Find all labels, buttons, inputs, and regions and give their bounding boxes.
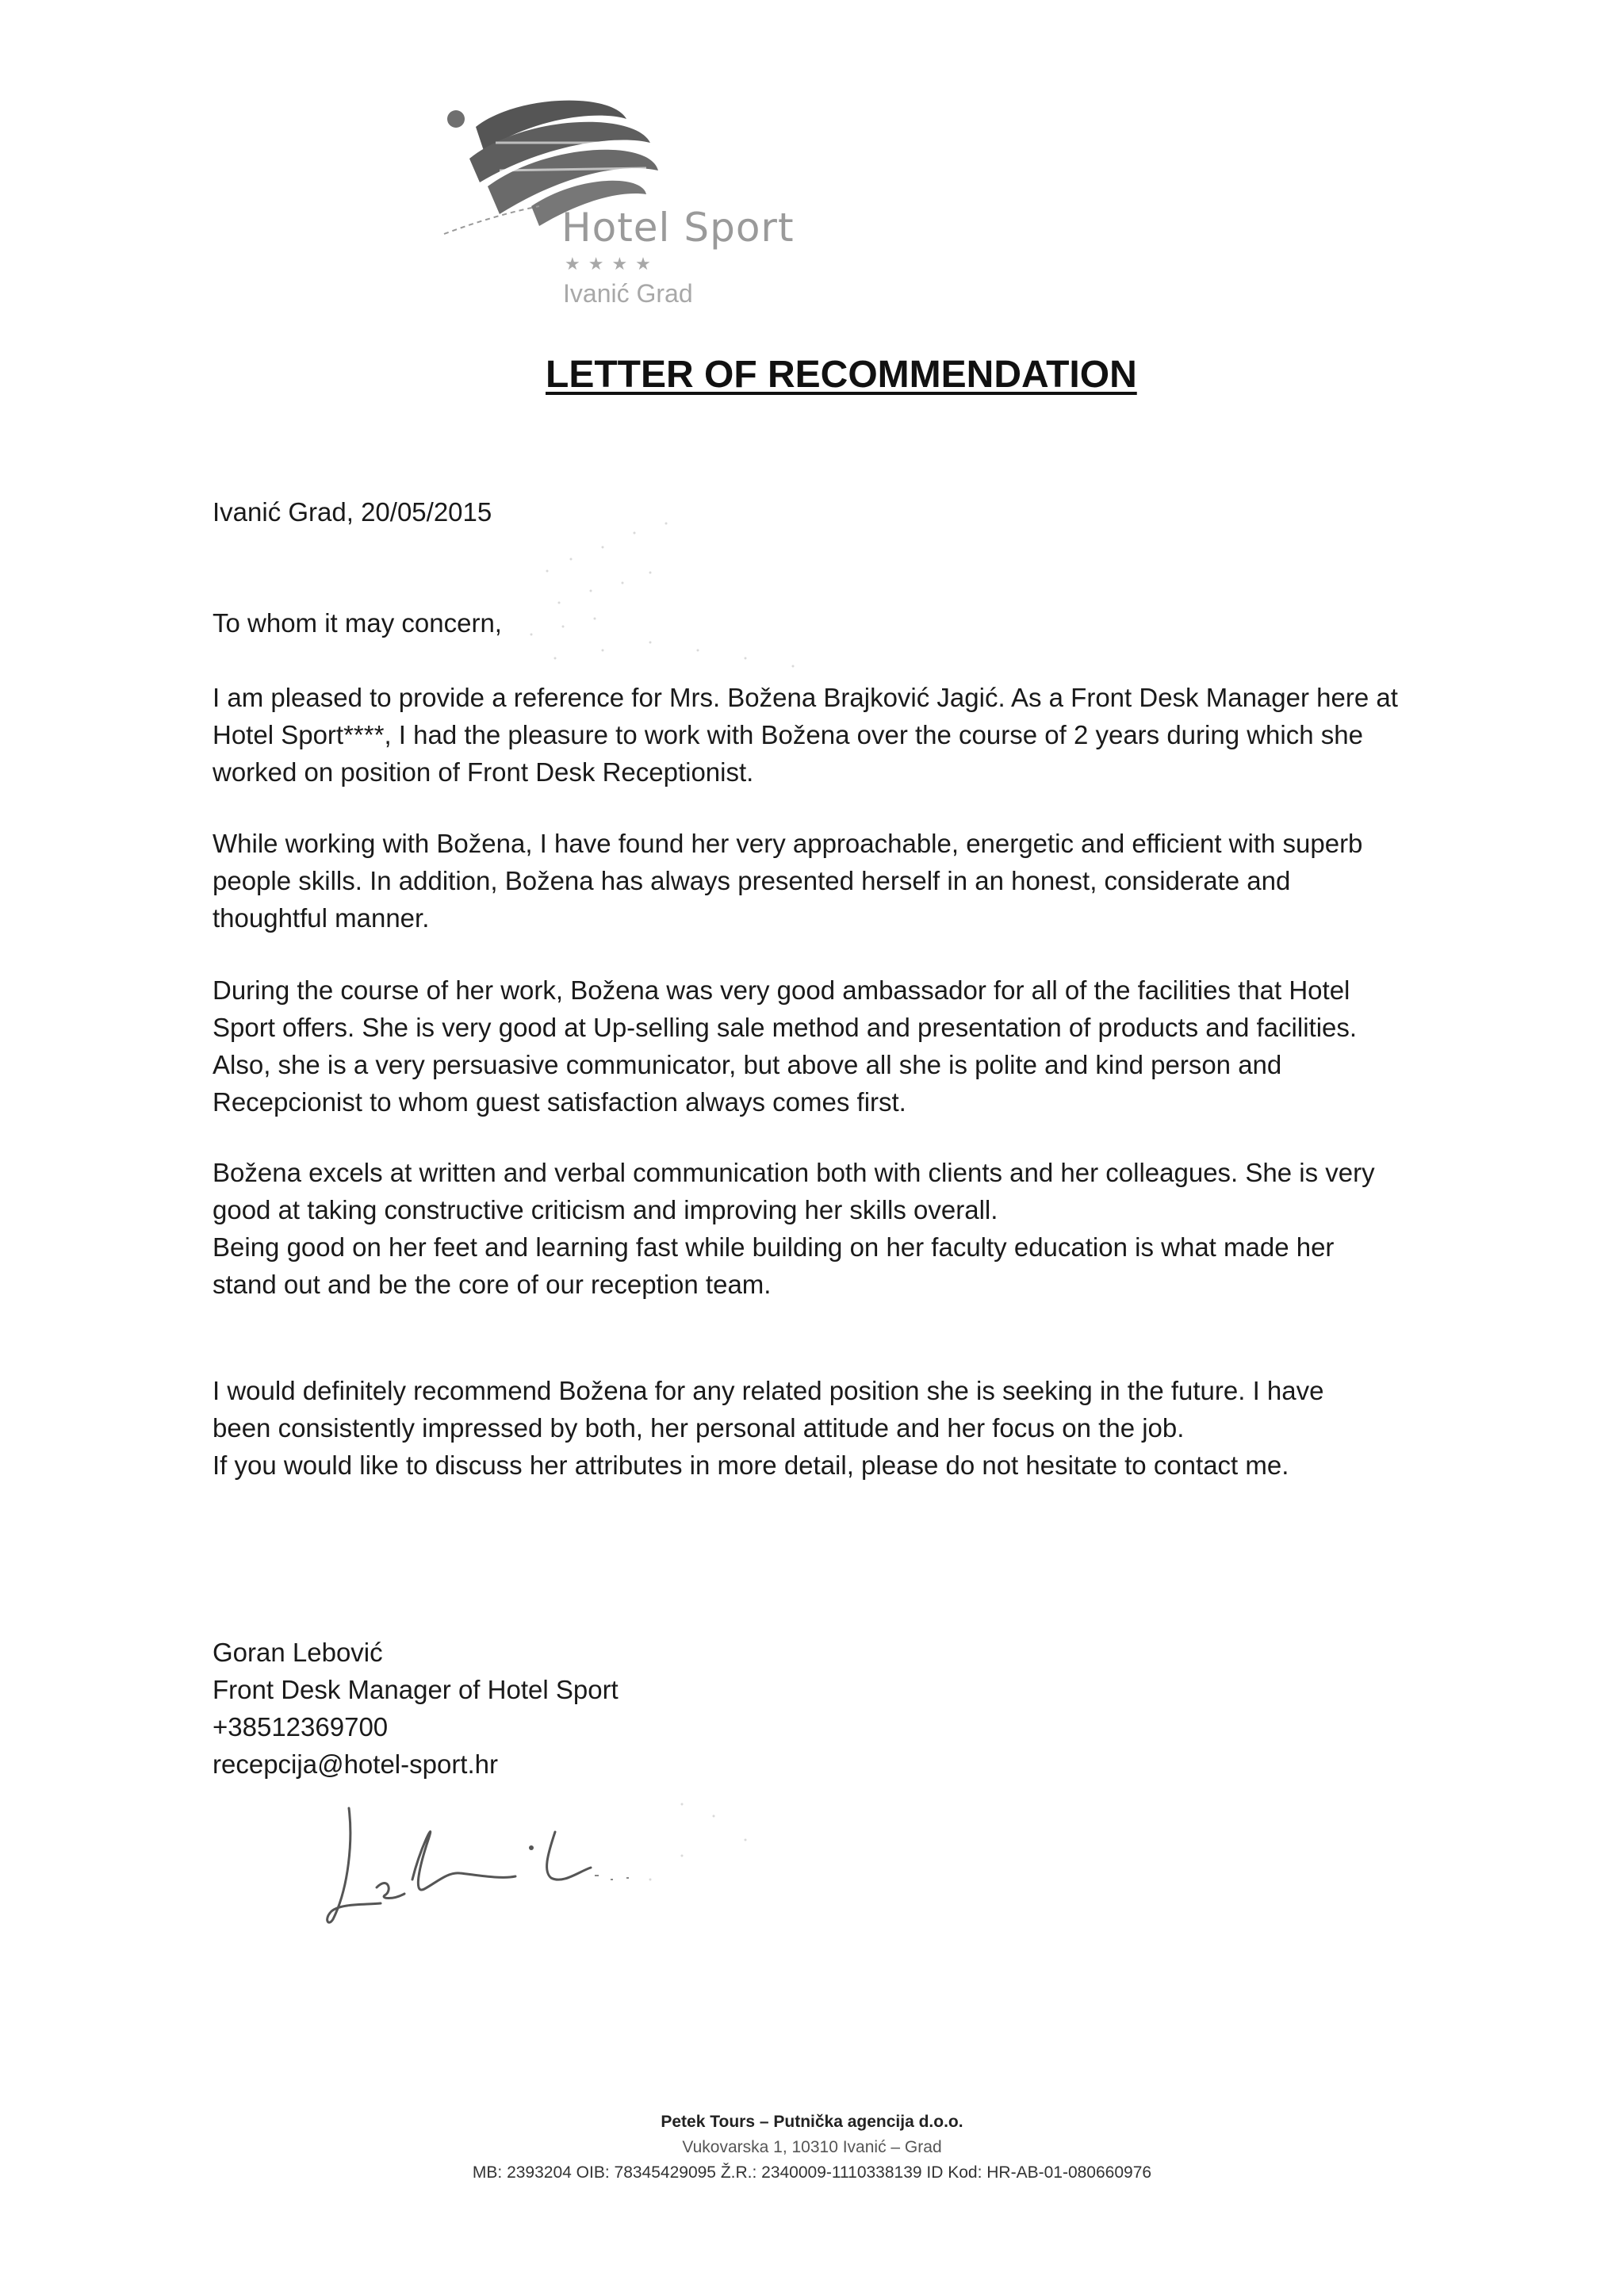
logo-city: Ivanić Grad (563, 279, 693, 308)
paragraph-line: Being good on her feet and learning fast while building on her faculty education is what made her (213, 1232, 1335, 1262)
paragraph-line: people skills. In addition, Božena has always presented herself in an honest, considerate and (213, 866, 1291, 895)
paragraph-line: Božena excels at written and verbal communication both with clients and her colleagues. She is very (213, 1158, 1375, 1187)
paragraph-4 (213, 1154, 1375, 1303)
paragraph-line: Recepcionist to whom guest satisfaction always comes first. (213, 1087, 906, 1117)
paragraph-line: been consistently impressed by both, her personal attitude and her focus on the job. (213, 1413, 1185, 1443)
paragraph-line: good at taking constructive criticism and improving her skills overall. (213, 1195, 998, 1224)
letter-title: LETTER OF RECOMMENDATION (546, 354, 1137, 396)
handwritten-signature-icon (317, 1800, 698, 1943)
paragraph-line: Sport offers. She is very good at Up-selling sale method and presentation of products and facilities. (213, 1013, 1358, 1042)
signatory-phone: +38512369700 (213, 1712, 389, 1742)
date-text: Ivanić Grad, 20/05/2015 (213, 497, 492, 527)
paragraph-5 (213, 1372, 1323, 1484)
signatory-name: Goran Lebović (213, 1638, 383, 1667)
paragraph-line: While working with Božena, I have found her very approachable, energetic and efficient with superb (213, 829, 1363, 858)
paragraph-line: stand out and be the core of our reception team. (213, 1270, 772, 1299)
paragraph-line: Also, she is a very persuasive communicator, but above all she is polite and kind person and (213, 1050, 1282, 1079)
salutation-text: To whom it may concern, (213, 608, 502, 638)
paragraph-line: worked on position of Front Desk Receptionist. (213, 757, 754, 787)
footer-company: Petek Tours – Putnička agencija d.o.o. (661, 2113, 963, 2131)
paragraph-line: thoughtful manner. (213, 903, 430, 933)
footer-address: Vukovarska 1, 10310 Ivanić – Grad (682, 2138, 942, 2156)
signatory-block (213, 1634, 619, 1783)
letter-footer (0, 2109, 1624, 2186)
paragraph-3 (213, 971, 1357, 1121)
salutation (213, 604, 502, 642)
paragraph-line: I would definitely recommend Božena for any related position she is seeking in the future. I have (213, 1376, 1324, 1405)
paragraph-line: Hotel Sport****, I had the pleasure to work with Božena over the course of 2 years during which she (213, 720, 1363, 749)
date-line (213, 493, 492, 531)
paragraph-line: If you would like to discuss her attributes in more detail, please do not hesitate to contact me. (213, 1450, 1289, 1480)
paragraph-2 (213, 825, 1362, 937)
paragraph-line: During the course of her work, Božena was very good ambassador for all of the facilities that Hotel (213, 975, 1350, 1005)
footer-ids: MB: 2393204 OIB: 78345429095 Ž.R.: 2340009-1110338139 ID Kod: HR-AB-01-080660976 (472, 2163, 1152, 2182)
paragraph-line: I am pleased to provide a reference for Mrs. Božena Brajković Jagić. As a Front Desk Manager here at (213, 683, 1398, 712)
hotel-logo (420, 95, 795, 325)
logo-stars: ★★★★ (565, 254, 659, 274)
paragraph-1 (213, 679, 1398, 791)
signatory-position: Front Desk Manager of Hotel Sport (213, 1675, 619, 1704)
signatory-email: recepcija@hotel-sport.hr (213, 1749, 498, 1779)
logo-hotel-name: Hotel Sport (561, 205, 795, 251)
